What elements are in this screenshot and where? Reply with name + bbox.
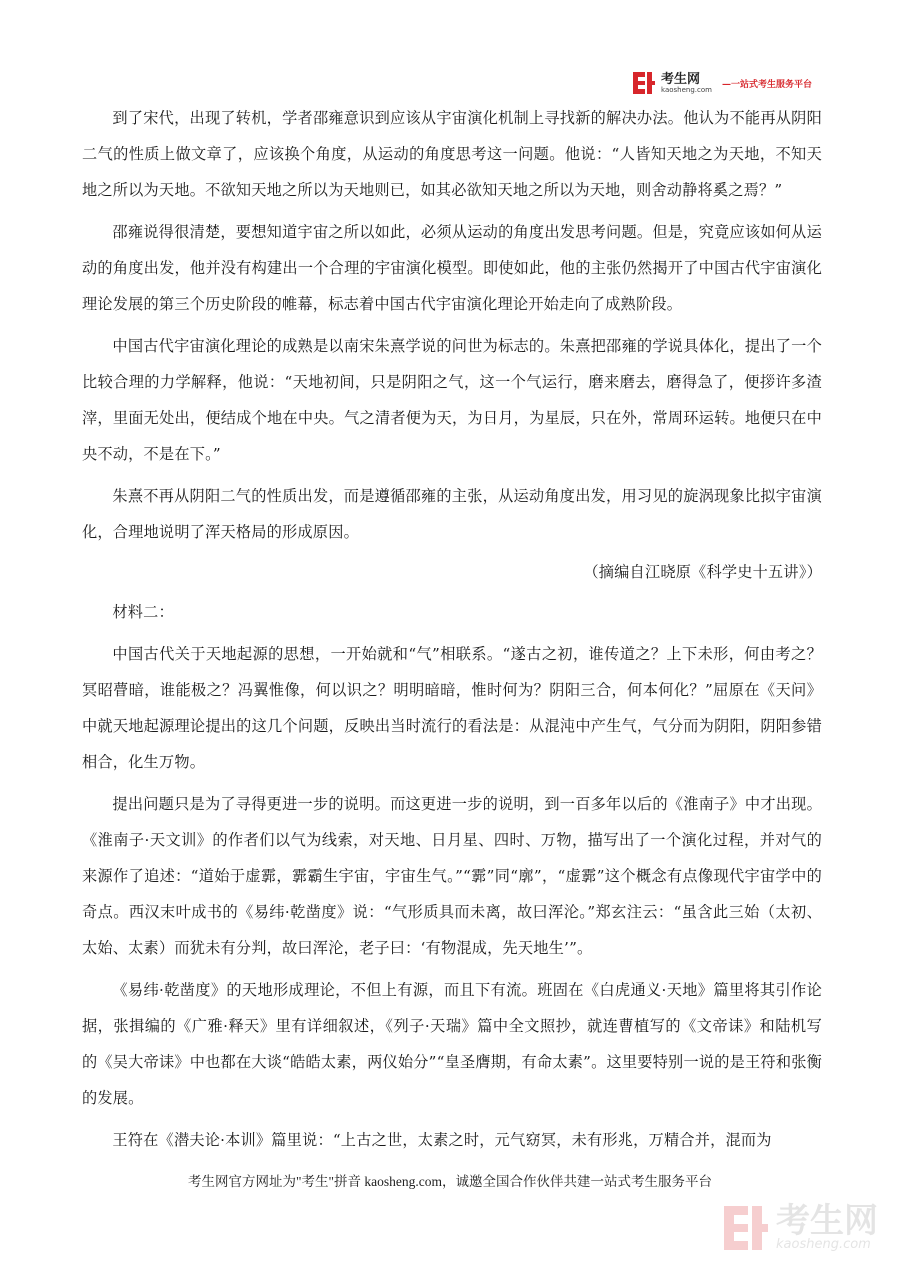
paragraph: 《易纬·乾凿度》的天地形成理论，不但上有源，而且下有流。班固在《白虎通义·天地》篇里将其引作论据，张揖编的《广雅·释天》里有详细叙述，《列子·天瑞》篇中全文照抄，就连曹植写的《文帝诔》和陆机写的《吴大帝诔》中也都在大谈“皓皓太素，两仪始分”“皇圣膺期，有命太素”。这里要特别一说的是王符和张衡的发展。 — [82, 981, 822, 1107]
logo-icon — [633, 72, 655, 94]
header-logo — [633, 72, 812, 94]
paragraph: 王符在《潜夫论·本训》篇里说：“上古之世，太素之时，元气窈冥，未有形兆，万精合并，混而为 — [112, 1131, 772, 1149]
source-citation: （摘编自江晓原《科学史十五讲》） — [583, 563, 822, 581]
paragraph: 中国古代宇宙演化理论的成熟是以南宋朱熹学说的问世为标志的。朱熹把邵雍的学说具体化，提出了一个比较合理的力学解释，他说：“天地初间，只是阴阳之气，这一个气运行，磨来磨去，磨得急了，便拶许多渣滓，里面无处出，便结成个地在中央。气之清者便为天，为日月，为星辰，只在外，常周环运转。地便只在中央不动，不是在下。” — [82, 337, 822, 463]
logo-domain: kaosheng.com — [661, 85, 712, 94]
watermark-name: 考生网 — [776, 1201, 878, 1241]
paragraph: 提出问题只是为了寻得更进一步的说明。而这更进一步的说明，到一百多年以后的《淮南子》中才出现。《淮南子·天文训》的作者们以气为线索，对天地、日月星、四时、万物，描写出了一个演化过程，并对气的来源作了追述：“道始于虚霩，霩霸生宇宙，宇宙生气。”“霩”同“廓”，“虚霩”这个概念有点像现代宇宙学中的奇点。西汉末叶成书的《易纬·乾凿度》说：“气形质具而未离，故曰浑沦。”郑玄注云：“虽含此三始（太初、太始、太素）而犹未有分判，故曰浑沦，老子曰：‘有物混成，先天地生’”。 — [82, 795, 822, 957]
watermark — [724, 1201, 878, 1252]
logo-name: 考生网 — [661, 71, 701, 87]
paragraph: 中国古代关于天地起源的思想，一开始就和“气”相联系。“遂古之初，谁传道之？上下未形，何由考之？冥昭瞢暗，谁能极之？冯翼惟像，何以识之？明明暗暗，惟时何为？阴阳三合，何本何化？”屈原在《天问》中就天地起源理论提出的这几个问题，反映出当时流行的看法是：从混沌中产生气，气分而为阴阳，阴阳参错相合，化生万物。 — [82, 645, 822, 771]
paragraph: 邵雍说得很清楚，要想知道宇宙之所以如此，必须从运动的角度出发思考问题。但是，究竟应该如何从运动的角度出发，他并没有构建出一个合理的宇宙演化模型。即使如此，他的主张仍然揭开了中国古代宇宙演化理论发展的第三个历史阶段的帷幕，标志着中国古代宇宙演化理论开始走向了成熟阶段。 — [82, 223, 822, 313]
article-body — [82, 100, 822, 1158]
footer-text: 考生网官方网址为"考生"拼音 kaosheng.com，诚邀全国合作伙伴共建一站式考生服务平台 — [187, 1174, 712, 1189]
watermark-logo-icon — [724, 1206, 768, 1250]
material-label: 材料二： — [112, 603, 174, 621]
paragraph: 到了宋代，出现了转机，学者邵雍意识到应该从宇宙演化机制上寻找新的解决办法。他认为不能再从阴阳二气的性质上做文章了，应该换个角度，从运动的角度思考这一问题。他说：“人皆知天地之为天地，不知天地之所以为天地。不欲知天地之所以为天地则已，如其必欲知天地之所以为天地，则舍动静将奚之焉？” — [82, 109, 822, 199]
paragraph: 朱熹不再从阴阳二气的性质出发，而是遵循邵雍的主张，从运动角度出发，用习见的旋涡现象比拟宇宙演化，合理地说明了浑天格局的形成原因。 — [82, 487, 822, 541]
logo-slogan: —一站式考生服务平台 — [721, 79, 812, 90]
watermark-domain: kaosheng.com — [776, 1237, 871, 1252]
